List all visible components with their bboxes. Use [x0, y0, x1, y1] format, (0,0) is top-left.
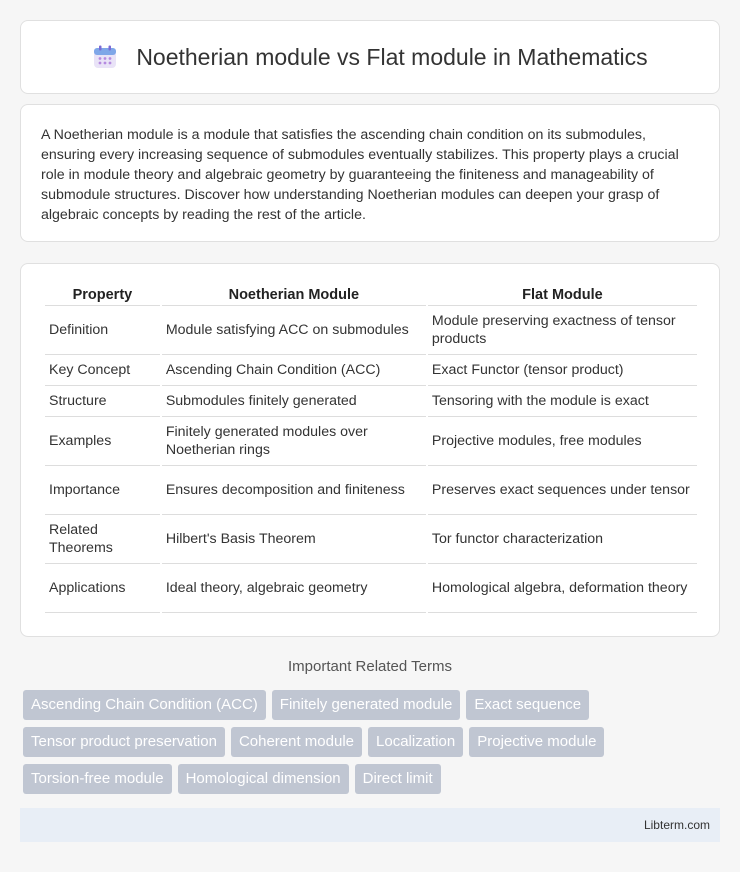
table-header-row [45, 284, 697, 306]
row-label: Definition [45, 306, 160, 355]
tag-coherent-module[interactable]: Coherent module [231, 727, 362, 757]
page-title: Noetherian module vs Flat module in Mathematics [136, 43, 648, 70]
row-label: Structure [45, 386, 160, 417]
footer-site-link[interactable]: Libterm.com [643, 818, 710, 832]
comparison-table [43, 284, 699, 613]
row-label: Related Theorems [45, 515, 160, 564]
intro-card [20, 104, 720, 242]
table-row [45, 355, 697, 386]
noetherian-cell: Finitely generated modules over Noetherian rings [162, 417, 426, 466]
intro-text: A Noetherian module is a module that satisfies the ascending chain condition on its submodules, ensuring every increasing sequence of submodules eventually stabilizes. This property plays a crucial role in module theory and algebraic geometry by guaranteeing the finiteness and manageability of submodule structures. Discover how understanding Noetherian modules can deepen your grasp of algebraic concepts by reading the rest of the article. [41, 127, 679, 223]
table-row [45, 564, 697, 613]
table-row [45, 386, 697, 417]
table-row [45, 417, 697, 466]
noetherian-cell: Module satisfying ACC on submodules [162, 306, 426, 355]
tag-tensor-product-preservation[interactable]: Tensor product preservation [23, 727, 225, 757]
noetherian-cell: Submodules finitely generated [162, 386, 426, 417]
tag-projective-module[interactable]: Projective module [469, 727, 604, 757]
related-terms-tags [23, 690, 723, 794]
related-terms-title: Important Related Terms [288, 658, 452, 675]
table-row [45, 306, 697, 355]
row-label: Examples [45, 417, 160, 466]
tag-localization[interactable]: Localization [368, 727, 463, 757]
header-property: Property [45, 284, 160, 306]
row-label: Applications [45, 564, 160, 613]
flat-cell: Preserves exact sequences under tensor [428, 466, 697, 515]
calendar-icon [92, 44, 118, 70]
flat-cell: Module preserving exactness of tensor products [428, 306, 697, 355]
flat-cell: Exact Functor (tensor product) [428, 355, 697, 386]
noetherian-cell: Ascending Chain Condition (ACC) [162, 355, 426, 386]
flat-cell: Tor functor characterization [428, 515, 697, 564]
comparison-table-card [20, 263, 720, 637]
flat-cell: Homological algebra, deformation theory [428, 564, 697, 613]
header-flat: Flat Module [428, 284, 697, 306]
flat-cell: Projective modules, free modules [428, 417, 697, 466]
tag-torsion-free-module[interactable]: Torsion-free module [23, 764, 172, 794]
tag-exact-sequence[interactable]: Exact sequence [466, 690, 589, 720]
row-label: Importance [45, 466, 160, 515]
table-row [45, 466, 697, 515]
noetherian-cell: Ideal theory, algebraic geometry [162, 564, 426, 613]
title-card [20, 20, 720, 94]
row-label: Key Concept [45, 355, 160, 386]
noetherian-cell: Hilbert's Basis Theorem [162, 515, 426, 564]
flat-cell: Tensoring with the module is exact [428, 386, 697, 417]
tag-homological-dimension[interactable]: Homological dimension [178, 764, 349, 794]
tag-acc[interactable]: Ascending Chain Condition (ACC) [23, 690, 266, 720]
footer [20, 808, 720, 842]
noetherian-cell: Ensures decomposition and finiteness [162, 466, 426, 515]
table-row [45, 515, 697, 564]
header-noetherian: Noetherian Module [162, 284, 426, 306]
tag-direct-limit[interactable]: Direct limit [355, 764, 441, 794]
tag-finitely-generated-module[interactable]: Finitely generated module [272, 690, 461, 720]
